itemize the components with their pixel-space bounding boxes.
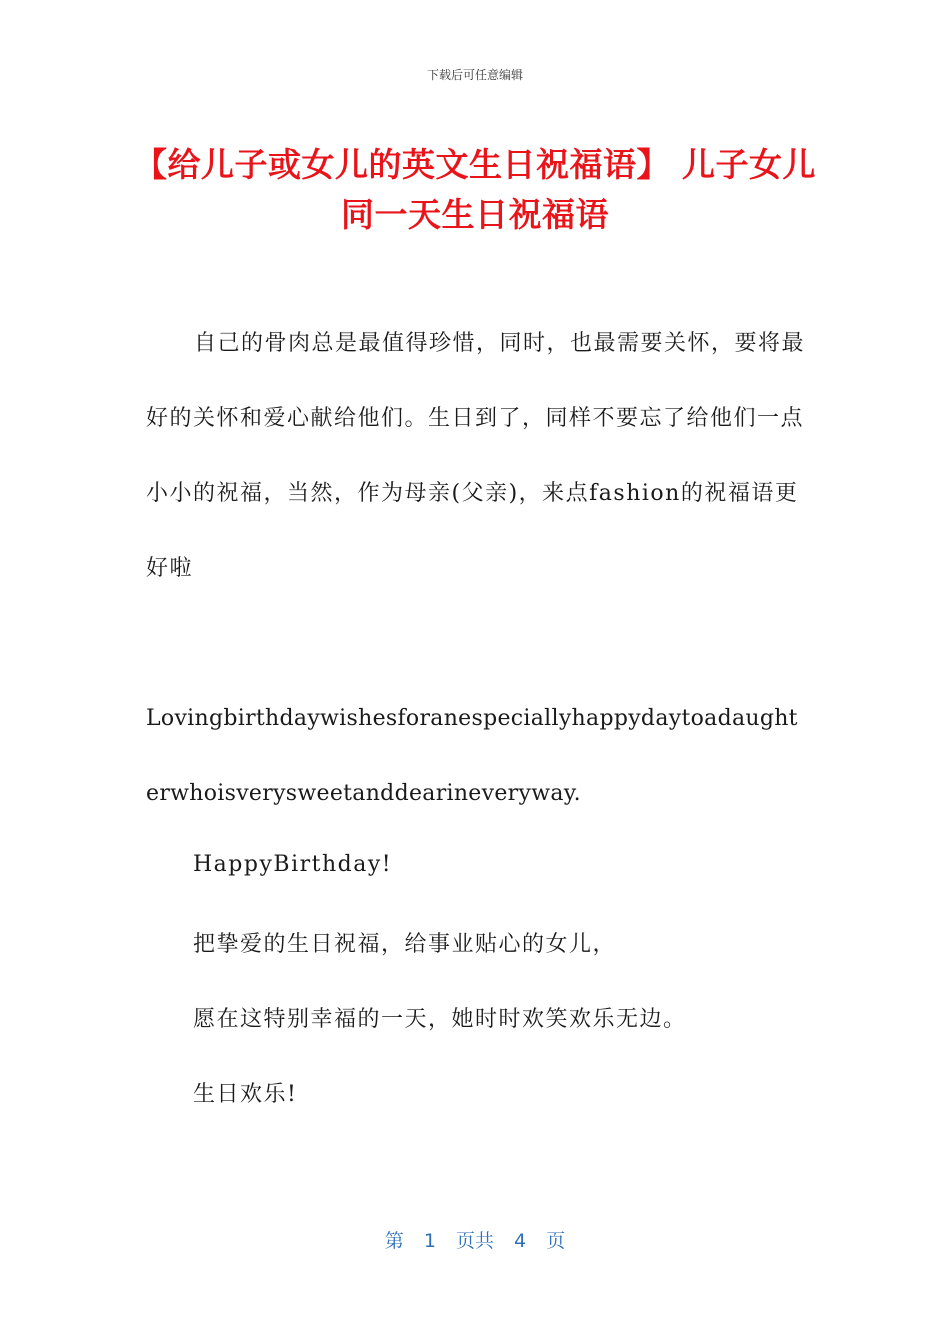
page-footer: [0, 1226, 950, 1253]
poem-line-2: 愿在这特别幸福的一天，她时时欢笑欢乐无边。: [193, 1007, 687, 1032]
page-total: 4: [514, 1230, 527, 1252]
page-label-suffix: 页: [546, 1230, 566, 1252]
poem-line-1: 把挚爱的生日祝福，给事业贴心的女儿，: [193, 932, 617, 957]
page-label-mid: 页共: [455, 1230, 494, 1252]
document-title: 【给儿子或女儿的英文生日祝福语】 儿子女儿同一天生日祝福语: [134, 145, 816, 234]
header-note: 下载后可任意编辑: [426, 68, 523, 82]
page-current: 1: [423, 1230, 436, 1252]
english-paragraph: Lovingbirthdaywishesforanespeciallyhappydaytoadaughterwhoisverysweetanddearineveryway.: [146, 706, 798, 806]
intro-paragraph: 自己的骨肉总是最值得珍惜，同时，也最需要关怀，要将最好的关怀和爱心献给他们。生日到了，同样不要忘了给他们一点小小的祝福，当然，作为母亲(父亲)，来点fashion的祝福语更好啦: [146, 331, 806, 581]
poem-line-3: 生日欢乐!: [193, 1082, 298, 1107]
page-label-prefix: 第: [384, 1230, 404, 1252]
happy-birthday-line: HappyBirthday!: [193, 852, 393, 877]
